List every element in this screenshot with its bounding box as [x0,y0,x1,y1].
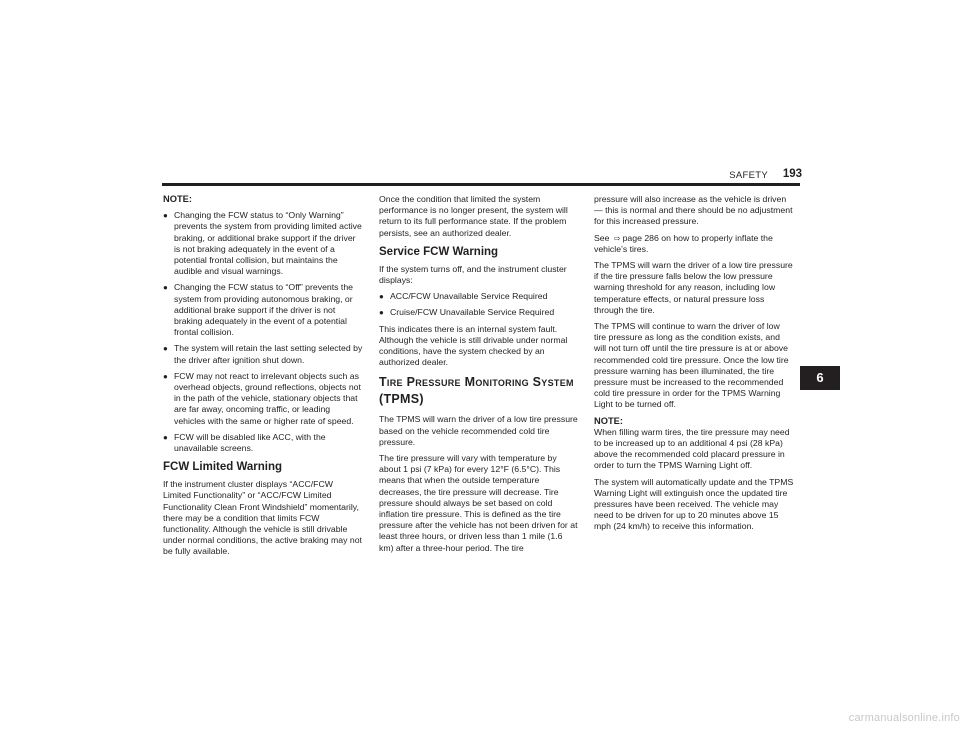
paragraph: The TPMS will warn the driver of a low tire pressure if the tire pressure falls below the low pressure warning threshold for any reason, including low temperature effects, or natural pressure loss through the tire. [594,260,793,315]
note-label: NOTE: [594,415,623,426]
list-item-text: The system will retain the last setting selected by the driver after ignition shut down. [174,343,363,365]
column-right [594,194,794,538]
service-bullet-list [379,291,579,318]
running-header-section: SAFETY [729,170,768,181]
paragraph: If the system turns off, and the instrument cluster displays: [379,263,567,286]
note-label: NOTE: [163,194,192,204]
list-item-text: Cruise/FCW Unavailable Service Required [390,307,555,318]
list-item [163,432,363,454]
chapter-tab: 6 [800,366,840,390]
list-item-text: Changing the FCW status to “Only Warning” prevents the system from providing limited active braking, or additional brake support if the driver is not braking adequately in the event of a potential frontal collision, but maintains the audible and visual warnings. [174,210,362,277]
list-item [163,371,363,427]
list-item-text: ACC/FCW Unavailable Service Required [390,291,548,302]
list-item-text: FCW will be disabled like ACC, with the unavailable screens. [174,431,326,454]
heading-fcw-limited-warning: FCW Limited Warning [163,461,283,474]
bullet-icon: ● [163,344,168,354]
arrow-right-icon: ⇨ [613,233,621,243]
list-item [379,291,579,302]
list-item-text: Changing the FCW status to “Off” prevents the system from providing autonomous braking, or additional brake support if the driver is not braking adequately in the event of a potential frontal collision. [174,282,353,338]
paragraph: The TPMS will warn the driver of a low tire pressure based on the vehicle recommended cold tire pressure. [379,414,578,447]
see-prefix: See [594,232,610,243]
heading-tpms: Tire Pressure Monitoring System (TPMS) [379,375,574,407]
paragraph: The system will automatically update and the TPMS Warning Light will extinguish once the updated tire pressures have been received. The vehicle may need to be driven for up to 20 minutes above 15 mph (24 km/h) to receive this information. [594,476,794,532]
bullet-icon: ● [379,308,384,318]
bullet-icon: ● [163,283,168,293]
list-item [163,343,363,365]
bullet-icon: ● [163,211,168,221]
paragraph: pressure will also increase as the vehicle is driven — this is normal and there should be no adjustment for this increased pressure. [594,194,793,227]
page-reference-paragraph [594,233,794,255]
paragraph: This indicates there is an internal system fault. Although the vehicle is still drivable under normal conditions, have the system checked by an authorized dealer. [379,323,568,368]
see-suffix: on how to properly inflate the vehicle’s tires. [594,232,773,254]
paragraph: If the instrument cluster displays “ACC/FCW Limited Functionality” or “ACC/FCW Limited Functionality Clean Front Windshield” momentarily, there may be a condition that limits FCW functionality. Although the vehicle is still drivable under normal conditions, the active braking may not be fully available. [163,479,362,557]
bullet-icon: ● [163,432,168,442]
bullet-icon: ● [163,371,168,381]
bullet-icon: ● [379,292,384,302]
paragraph: The TPMS will continue to warn the driver of low tire pressure as long as the condition exists, and will not turn off until the tire pressure is at or above recommended cold tire pressure. Once the low tire pressure warning has been illuminated, the tire pressure must be increased to the recommended cold tire pressure in order for the TPMS Warning Light to be turned off. [594,321,789,410]
page-reference-link[interactable]: page 286 [622,232,659,243]
page-number: 193 [782,168,802,180]
list-item [163,282,363,338]
column-left [163,194,363,563]
list-item [163,210,363,277]
header-rule [162,183,800,186]
paragraph: Once the condition that limited the system performance is no longer present, the system will return to its full performance state. If the problem persists, see an authorized dealer. [379,194,568,238]
list-item-text: FCW may not react to irrelevant objects such as overhead objects, ground reflections, objects not in the path of the vehicle, stationary objects that are far away, oncoming traffic, or leading vehicles with the same or higher rate of speed. [174,370,361,426]
list-item [379,307,579,318]
watermark: carmanualsonline.info [848,712,960,724]
heading-service-fcw-warning: Service FCW Warning [379,245,499,258]
paragraph: When filling warm tires, the tire pressure may need to be increased up to an additional 4 psi (28 kPa) above the recommended cold placard pressure in order to turn the TPMS Warning Light off. [594,426,790,471]
note-bullet-list [163,210,363,454]
paragraph: The tire pressure will vary with temperature by about 1 psi (7 kPa) for every 12°F (6.5°C). This means that when the outside temperature decreases, the tire pressure will decrease. Tire pressure should always be set based on cold inflation tire pressure. This is defined as the tire pressure after the vehicle has not been driven for at least three hours, or driven less than 1 mile (1.6 km) after a three-hour period. The tire [379,453,578,553]
column-middle [379,194,579,559]
